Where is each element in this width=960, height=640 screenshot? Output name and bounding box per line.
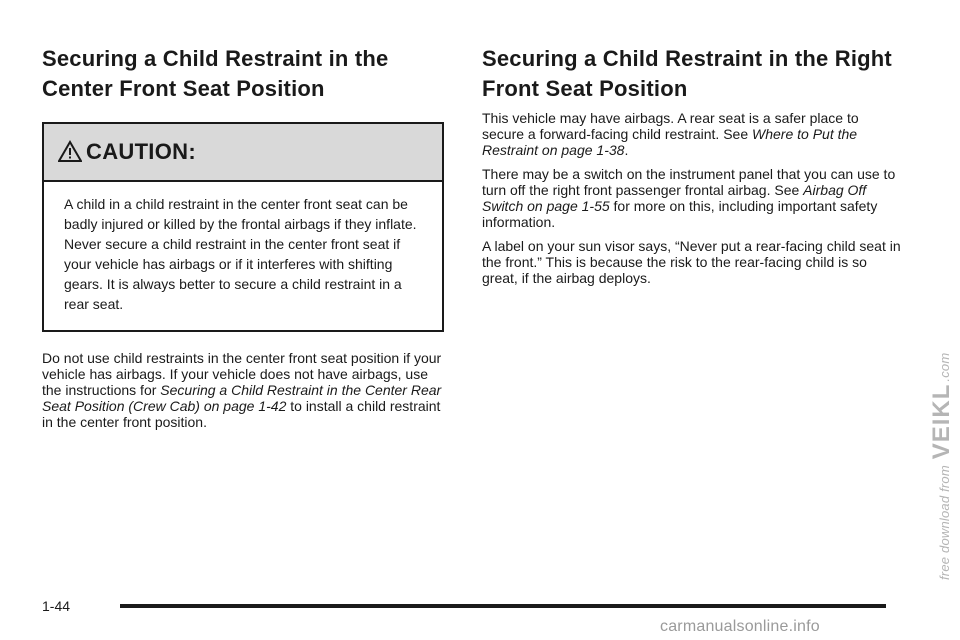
right-paragraph-1-reference: Where to Put the Restraint on page 1-38	[482, 126, 858, 158]
left-paragraph-text-1: Do not use child restraints in the center front seat position if your vehicle has airbags. If your vehicle does not have airbags, use the instructions for	[42, 350, 442, 398]
left-paragraph-text-2: to install a child restraint in the center front position.	[42, 398, 441, 430]
left-column	[42, 44, 448, 438]
warning-triangle-icon	[58, 140, 82, 164]
caution-text: A child in a child restraint in the center front seat can be badly injured or killed by the frontal airbags if they inflate. Never secure a child restraint in the center front seat if your vehicle has airbags or if it interferes with shifting gears. It is always better to secure a child restraint in a rear seat.	[64, 196, 417, 312]
watermark	[928, 353, 956, 580]
right-column	[482, 44, 902, 294]
right-section-heading: Securing a Child Restraint in the Right Front Seat Position	[482, 46, 892, 101]
watermark-brand: VEIKL	[928, 383, 955, 460]
right-paragraph-2-reference: Airbag Off Switch on page 1-55	[482, 182, 867, 214]
left-paragraph-reference: Securing a Child Restraint in the Center Rear Seat Position (Crew Cab) on page 1-42	[42, 382, 442, 414]
page-number: 1-44	[42, 598, 71, 614]
right-paragraph-1	[482, 110, 902, 158]
caution-box	[42, 122, 444, 332]
right-paragraphs	[482, 110, 902, 286]
caution-title: CAUTION:	[86, 139, 196, 164]
footer-rule	[120, 604, 886, 608]
right-paragraph-1-text-1: This vehicle may have airbags. A rear seat is a safer place to secure a forward-facing child restraint. See	[482, 110, 859, 142]
left-section-heading: Securing a Child Restraint in the Center Front Seat Position	[42, 46, 389, 101]
site-watermark: carmanualsonline.info	[660, 618, 820, 635]
left-paragraph	[42, 350, 448, 430]
right-paragraph-2-text-1: There may be a switch on the instrument panel that you can use to turn off the right front passenger frontal airbag. See	[482, 166, 896, 198]
caution-header	[44, 124, 442, 182]
right-paragraph-3: A label on your sun visor says, “Never put a rear-facing child seat in the front.” This is because the risk to the rear-facing child is so great, if the airbag deploys.	[482, 238, 901, 286]
right-paragraph-2-text-2: for more on this, including important safety information.	[482, 198, 878, 230]
right-paragraph-2	[482, 166, 902, 230]
watermark-suffix: .com	[937, 352, 952, 382]
right-paragraph-1-text-2: .	[624, 142, 629, 158]
watermark-prefix: free download from	[937, 465, 952, 580]
